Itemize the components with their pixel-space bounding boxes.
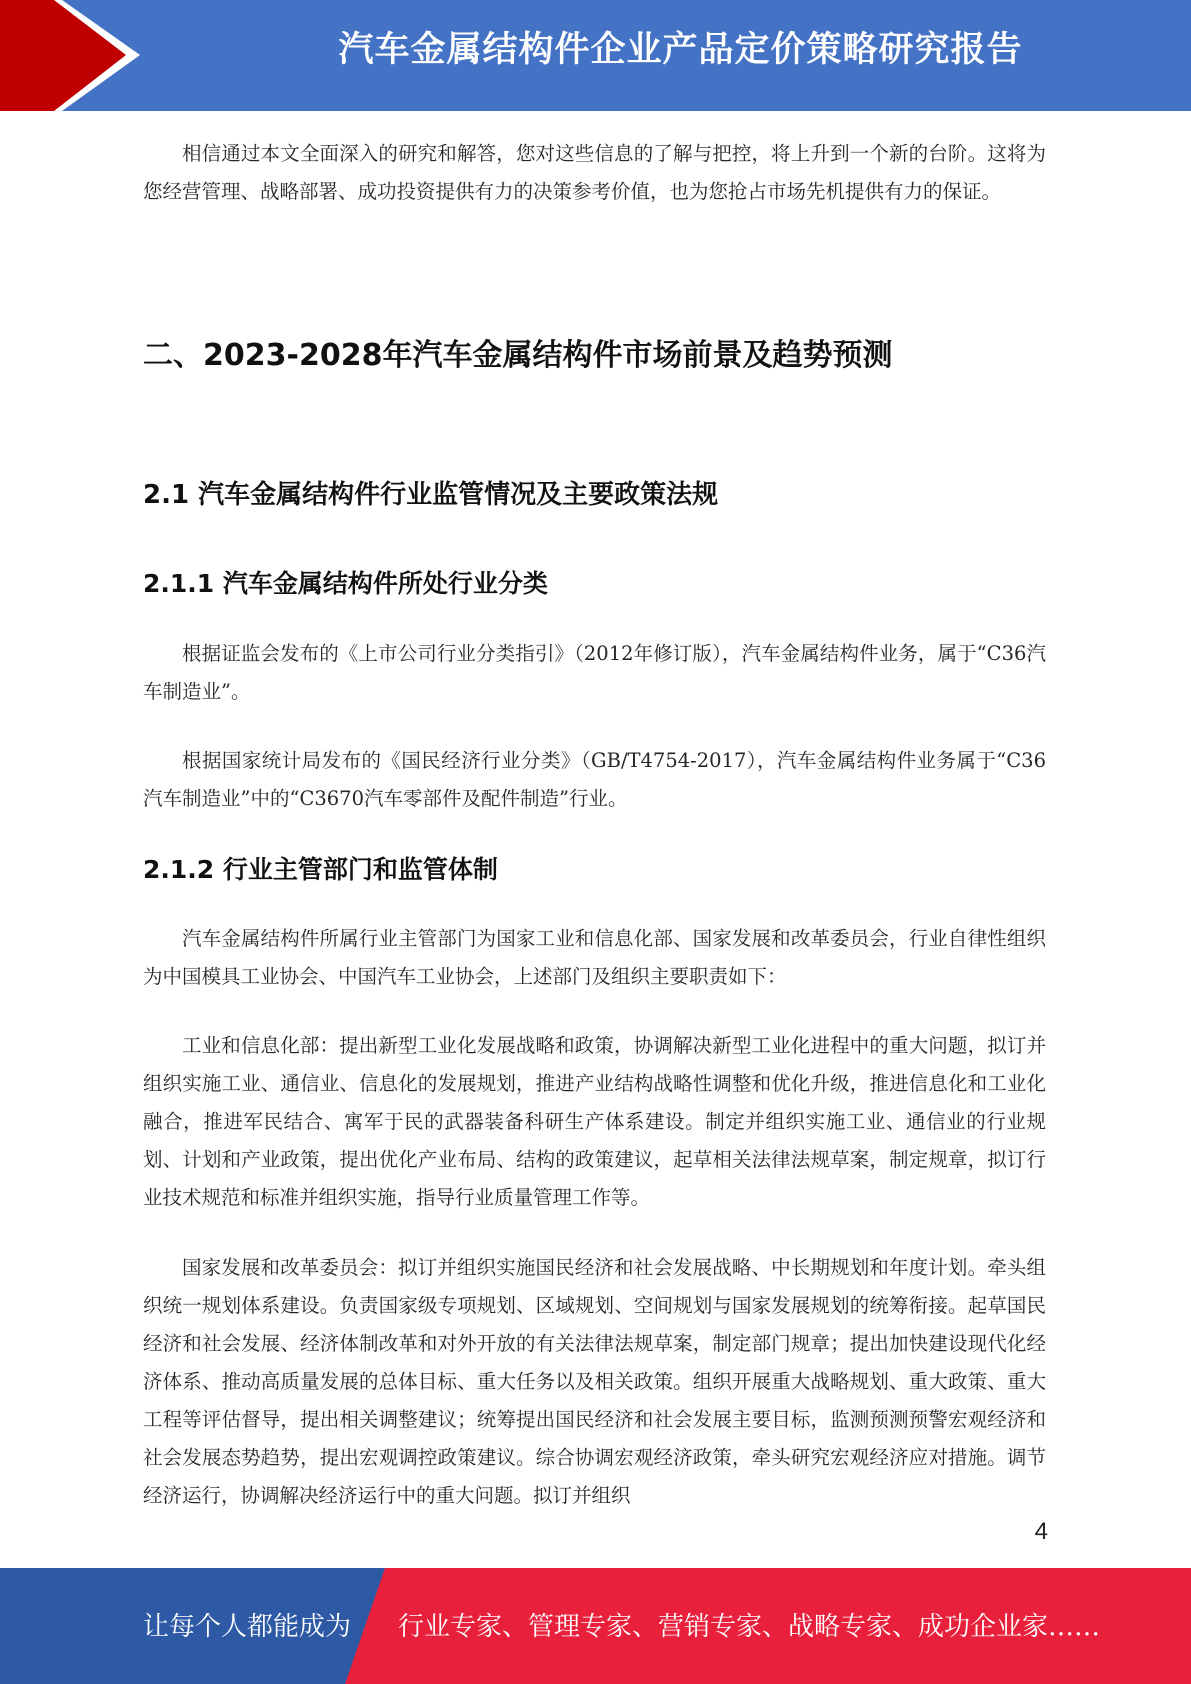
footer-band: [0, 1568, 1191, 1684]
footer-slogan-left: 让每个人都能成为: [143, 1612, 352, 1642]
footer-slogan-right: 行业专家、管理专家、营销专家、战略专家、成功企业家……: [398, 1612, 1101, 1642]
ndrc-paragraph: 国家发展和改革委员会：拟订并组织实施国民经济和社会发展战略、中长期规划和年度计划。牵头组织统一规划体系建设。负责国家级专项规划、区域规划、空间规划与国家发展规划的统筹衔接。起草国民经济和社会发展、经济体制改革和对外开放的有关法律法规草案，制定部门规章；提出加快建设现代化经济体系、推动高质量发展的总体目标、重大任务以及相关政策。组织开展重大战略规划、重大政策、重大工程等评估督导，提出相关调整建议；统筹提出国民经济和社会发展主要目标，监测预测预警宏观经济和社会发展态势趋势，提出宏观调控政策建议。综合协调宏观经济政策，牵头研究宏观经济应对措施。调节经济运行，协调解决经济运行中的重大问题。拟订并组织: [143, 1256, 1046, 1507]
subsection-heading-2-1-1: 2.1.1 汽车金属结构件所处行业分类: [143, 569, 548, 598]
header-arrow-decoration: [0, 0, 160, 111]
classification-paragraph-nbs: 根据国家统计局发布的《国民经济行业分类》（GB/T4754-2017），汽车金属结构件业务属于“C36汽车制造业”中的“C3670汽车零部件及配件制造”行业。: [143, 749, 1046, 810]
regulator-block-2: [143, 1027, 1046, 1217]
intro-block: [143, 135, 1046, 211]
regulator-intro-paragraph: 汽车金属结构件所属行业主管部门为国家工业和信息化部、国家发展和改革委员会，行业自律性组织为中国模具工业协会、中国汽车工业协会，上述部门及组织主要职责如下：: [143, 927, 1046, 988]
classification-paragraph-csrc: 根据证监会发布的《上市公司行业分类指引》（2012年修订版），汽车金属结构件业务，属于“C36汽车制造业”。: [143, 642, 1046, 703]
miit-paragraph: 工业和信息化部：提出新型工业化发展战略和政策，协调解决新型工业化进程中的重大问题，拟订并组织实施工业、通信业、信息化的发展规划，推进产业结构战略性调整和优化升级，推进信息化和工业化融合，推进军民结合、寓军于民的武器装备科研生产体系建设。制定并组织实施工业、通信业的行业规划、计划和产业政策，提出优化产业布局、结构的政策建议，起草相关法律法规草案，制定规章，拟订行业技术规范和标准并组织实施，指导行业质量管理工作等。: [143, 1034, 1046, 1209]
subsection-heading-2-1-2: 2.1.2 行业主管部门和监管体制: [143, 855, 498, 884]
classification-block-1: [143, 635, 1046, 711]
classification-block-2: [143, 742, 1046, 818]
report-title: 汽车金属结构件企业产品定价策略研究报告: [338, 30, 1023, 70]
regulator-block-1: [143, 920, 1046, 996]
header-band: [0, 0, 1191, 111]
page-number: 4: [1034, 1518, 1048, 1545]
section-heading: 二、2023-2028年汽车金属结构件市场前景及趋势预测: [143, 338, 893, 373]
subsection-heading-2-1: 2.1 汽车金属结构件行业监管情况及主要政策法规: [143, 480, 719, 510]
regulator-block-3: [143, 1249, 1046, 1514]
intro-paragraph: 相信通过本文全面深入的研究和解答，您对这些信息的了解与把控，将上升到一个新的台阶。这将为您经营管理、战略部署、成功投资提供有力的决策参考价值，也为您抢占市场先机提供有力的保证。: [143, 142, 1046, 203]
